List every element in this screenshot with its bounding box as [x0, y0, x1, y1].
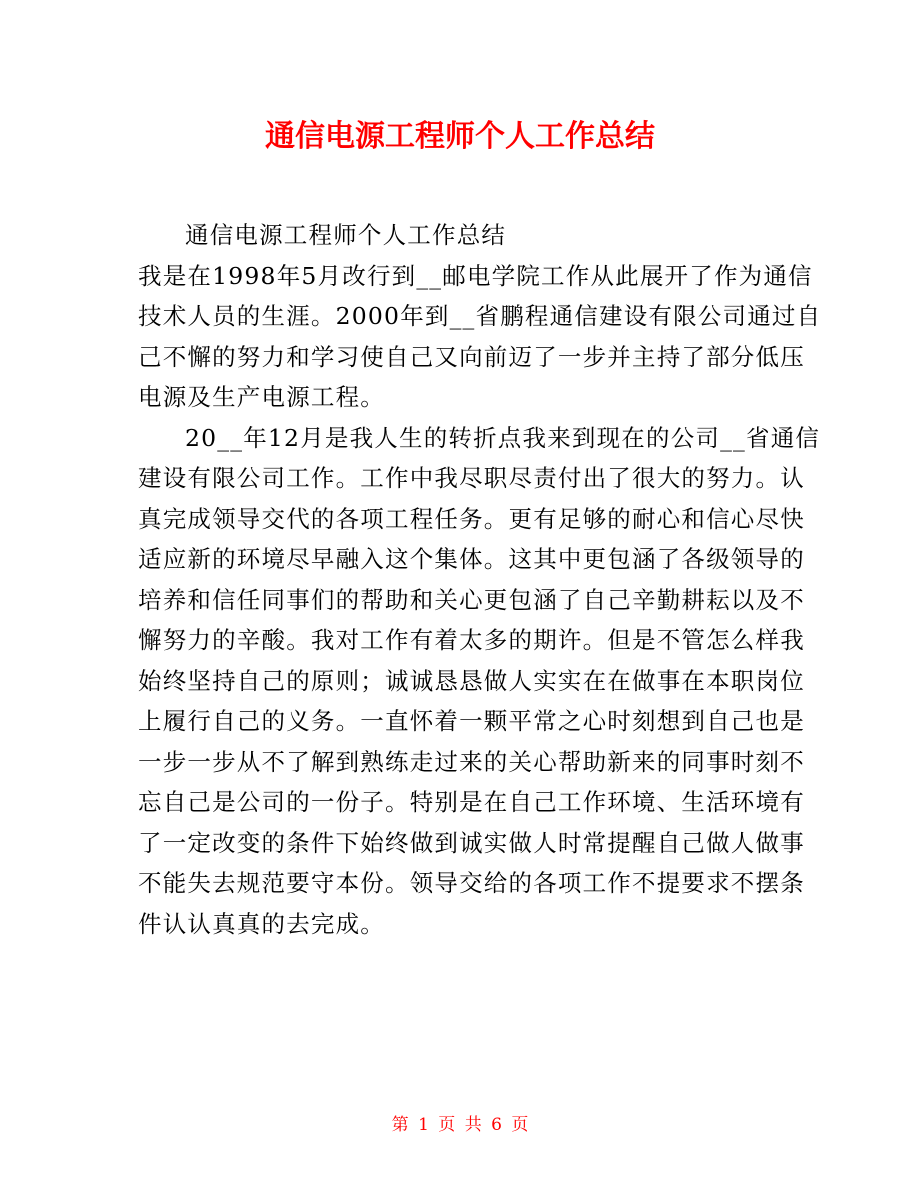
body-line: 我是在1998年5月改行到__邮电学院工作从此展开了作为通信 [138, 261, 813, 290]
body-subtitle-line: 通信电源工程师个人工作总结 [185, 221, 507, 249]
body-line: 培养和信任同事们的帮助和关心更包涵了自己辛勤耕耘以及不 [138, 585, 805, 614]
body-line: 20__年12月是我人生的转折点我来到现在的公司__省通信 [185, 423, 821, 452]
page-number-footer: 第 1 页 共 6 页 [391, 1115, 529, 1135]
document-title: 通信电源工程师个人工作总结 [265, 119, 655, 154]
body-line: 真完成领导交代的各项工程任务。更有足够的耐心和信心尽快 [138, 504, 805, 533]
body-line: 始终坚持自己的原则；诚诚恳恳做人实实在在做事在本职岗位 [138, 666, 805, 695]
body-line: 建设有限公司工作。工作中我尽职尽责付出了很大的努力。认 [138, 464, 805, 492]
body-line: 己不懈的努力和学习使自己又向前迈了一步并主持了部分低压 [138, 342, 805, 371]
body-line: 了一定改变的条件下始终做到诚实做人时常提醒自己做人做事 [138, 828, 805, 857]
body-line: 上履行自己的义务。一直怀着一颗平常之心时刻想到自己也是 [138, 707, 805, 735]
body-line: 技术人员的生涯。2000年到__省鹏程通信建设有限公司通过自 [138, 302, 822, 330]
body-line: 适应新的环境尽早融入这个集体。这其中更包涵了各级领导的 [138, 545, 805, 573]
body-line: 电源及生产电源工程。 [138, 383, 385, 411]
body-line: 一步一步从不了解到熟练走过来的关心帮助新来的同事时刻不 [138, 747, 805, 776]
body-line: 件认认真真的去完成。 [138, 909, 385, 938]
document-body [138, 215, 822, 944]
body-line: 懈努力的辛酸。我对工作有着太多的期许。但是不管怎么样我 [138, 626, 805, 654]
body-line: 忘自己是公司的一份子。特别是在自己工作环境、生活环境有 [138, 788, 805, 816]
body-line: 不能失去规范要守本份。领导交给的各项工作不提要求不摆条 [138, 869, 805, 897]
